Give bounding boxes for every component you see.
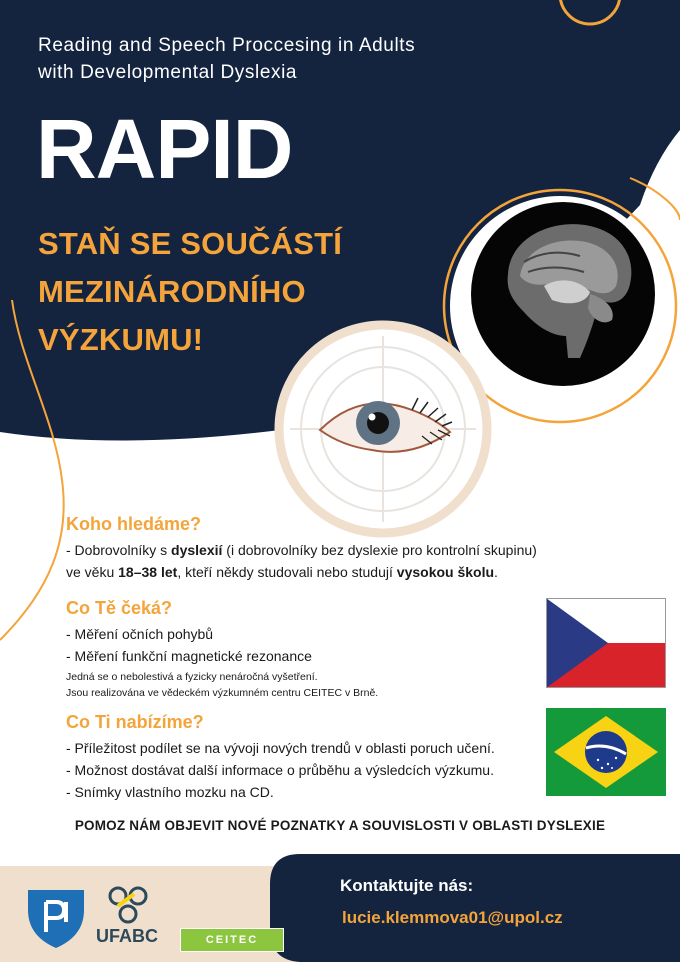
nabizime-item-1: - Příležitost podílet se na vývoji nových trendů v oblasti poruch učení. bbox=[66, 740, 495, 756]
tagline-line-3: VÝZKUMU! bbox=[38, 322, 204, 357]
ceka-note-2: Jsou realizována ve vědeckém výzkumném centru CEITEC v Brně. bbox=[66, 687, 379, 699]
contact-email[interactable]: lucie.klemmova01@upol.cz bbox=[342, 908, 563, 927]
ceka-note-1: Jedná se o nebolestivá a fyzicky nenáročná vyšetření. bbox=[66, 671, 318, 683]
page-title: RAPID bbox=[36, 102, 293, 196]
ceka-item-2: - Měření funkční magnetické rezonance bbox=[66, 648, 312, 664]
eye-target-icon bbox=[272, 318, 494, 540]
section-heading-koho: Koho hledáme? bbox=[66, 514, 202, 534]
ceitec-logo-icon bbox=[180, 928, 284, 952]
subtitle-line-2: with Developmental Dyslexia bbox=[38, 62, 298, 83]
ufabc-label: UFABC bbox=[96, 926, 158, 946]
section-heading-ceka: Co Tě čeká? bbox=[66, 598, 173, 618]
subtitle bbox=[38, 32, 415, 86]
tagline-line-2: MEZINÁRODNÍHO bbox=[38, 274, 306, 309]
call-to-action: POMOZ NÁM OBJEVIT NOVÉ POZNATKY A SOUVISLOSTI V OBLASTI DYSLEXIE bbox=[74, 818, 606, 833]
contact-label: Kontaktujte nás: bbox=[340, 876, 474, 895]
ceka-item-1: - Měření očních pohybů bbox=[66, 626, 214, 642]
subtitle-line-1: Reading and Speech Proccesing in Adults bbox=[38, 35, 416, 56]
section-heading-nabizime: Co Ti nabízíme? bbox=[66, 712, 204, 732]
ufabc-logo-icon bbox=[104, 884, 152, 926]
koho-line-2: ve věku 18–38 let, kteří někdy studovali nebo studují vysokou školu. bbox=[66, 564, 498, 580]
czech-flag-icon bbox=[546, 598, 666, 688]
nabizime-item-3: - Snímky vlastního mozku na CD. bbox=[66, 784, 274, 800]
brazil-flag-icon bbox=[546, 708, 666, 796]
koho-line-1: - Dobrovolníky s dyslexií (i dobrovolníky bez dyslexie pro kontrolní skupinu) bbox=[66, 542, 537, 558]
ceitec-label: CEITEC bbox=[205, 934, 259, 946]
tagline-line-1: STAŇ SE SOUČÁSTÍ bbox=[38, 226, 343, 261]
nabizime-item-2: - Možnost dostávat další informace o průběhu a výsledcích výzkumu. bbox=[66, 762, 494, 778]
palacky-university-logo-icon bbox=[26, 888, 86, 950]
